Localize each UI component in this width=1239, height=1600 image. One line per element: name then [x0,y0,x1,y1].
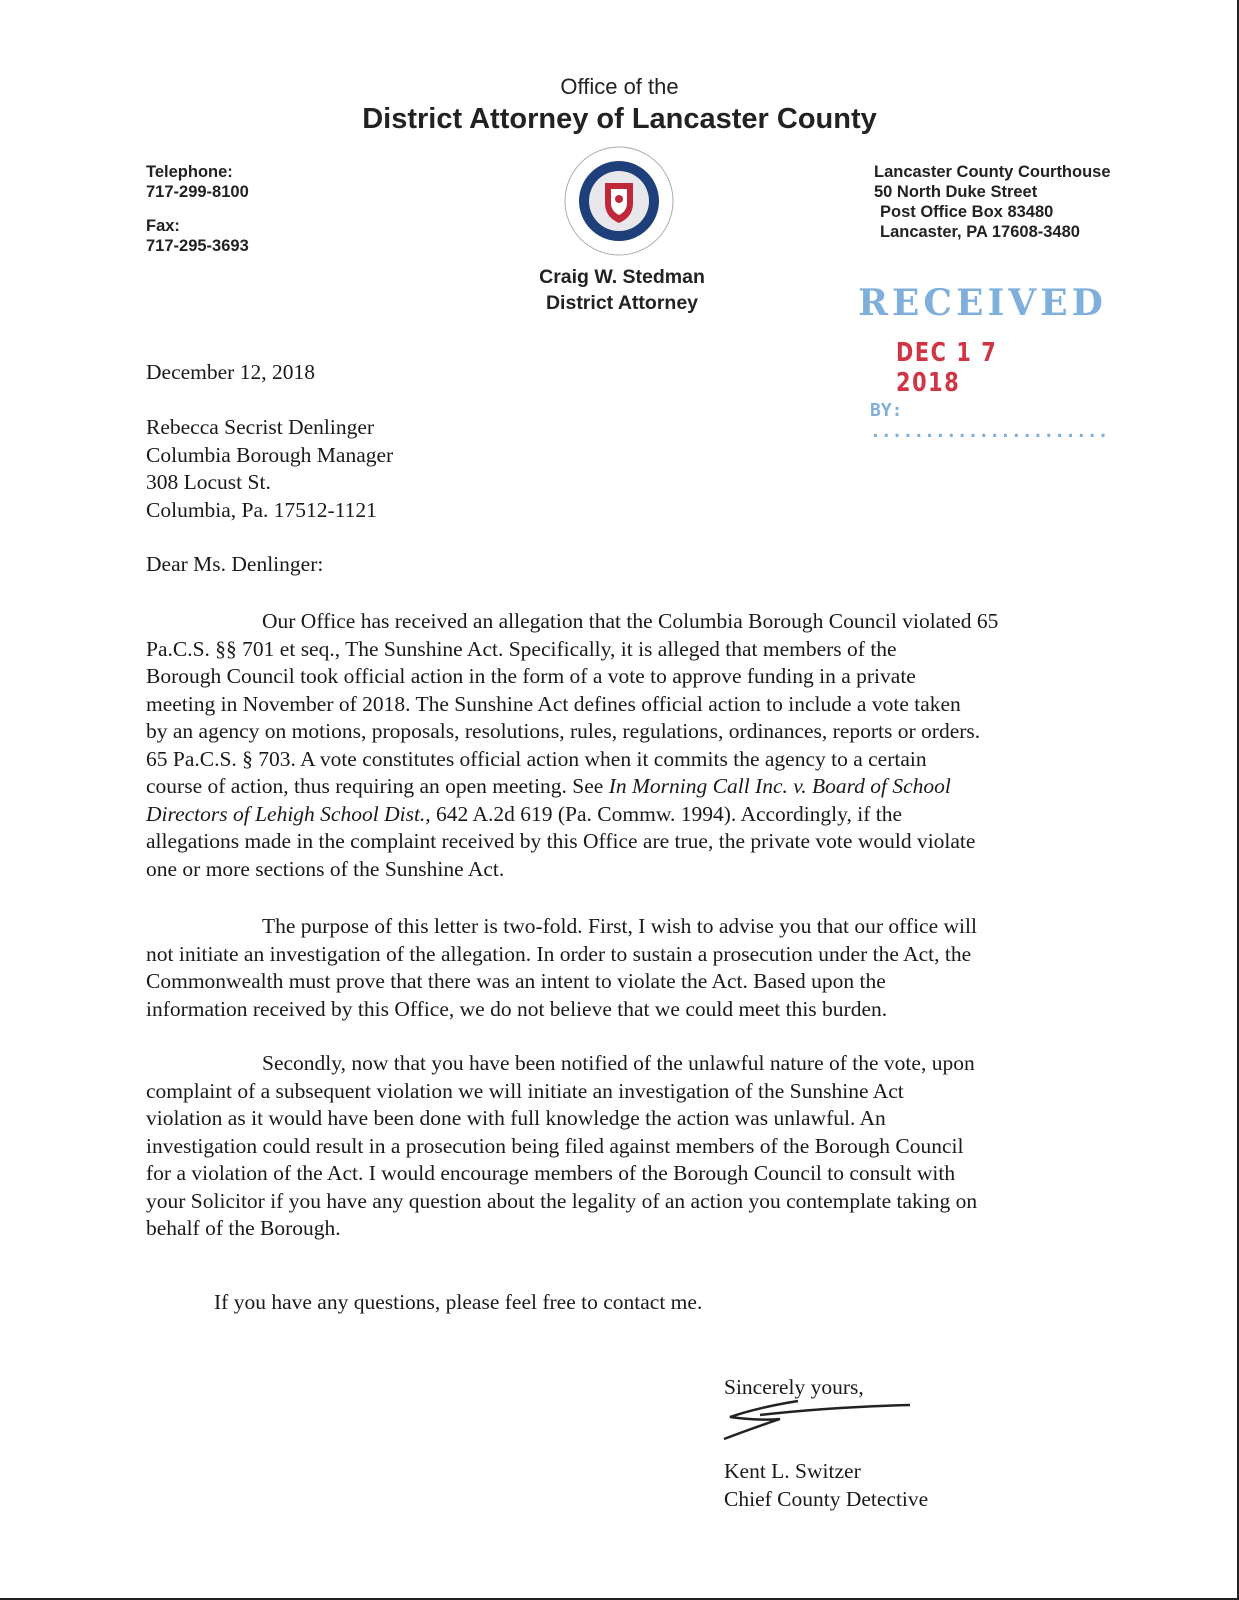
body-line: violation as it would have been done with full knowledge the action was unlawful. An [146,1106,886,1130]
received-stamp [858,282,1109,442]
signer-title: Chief County Detective [724,1486,929,1511]
address-line: Lancaster County Courthouse [874,163,1111,181]
paragraph-2 [146,913,977,1023]
body-line: Pa.C.S. §§ 701 et seq., The Sunshine Act. Specifically, it is alleged that members of the [146,636,897,661]
da-title: District Attorney [545,292,699,314]
recipient-address [146,414,393,524]
fax-label: Fax: [146,217,180,235]
body-line: The purpose of this letter is two-fold. First, I wish to advise you that our office will [262,914,977,938]
body-line: investigation could result in a prosecution being filed against members of the Borough Council [146,1133,964,1158]
body-line: for a violation of the Act. I would encourage members of the Borough Council to consult with [146,1161,956,1185]
body-line: meeting in November of 2018. The Sunshine Act defines official action to include a vote taken [146,691,961,716]
body-line: Borough Council took official action in the form of a vote to approve funding in a private [146,664,916,688]
body-line: 65 Pa.C.S. § 703. A vote constitutes official action when it commits the agency to a certain [146,746,927,771]
paragraph-4: If you have any questions, please feel free to contact me. [214,1290,703,1314]
body-line: information received by this Office, we do not believe that we could meet this burden. [146,996,888,1021]
recipient-line: 308 Locust St. [146,470,271,494]
address-line: Post Office Box 83480 [880,203,1054,221]
recipient-line: Columbia, Pa. 17512-1121 [146,497,377,522]
contact-info [146,162,249,256]
signature [720,1395,920,1445]
body-line: one or more sections of the Sunshine Act. [146,856,505,881]
stamp-date: DEC 1 7 2018 [896,338,998,398]
da-name: Craig W. Stedman [539,266,705,288]
case-citation: In Morning Call Inc. v. Board of School [608,774,951,798]
stamp-received: RECEIVED [858,282,1107,324]
signer-name: Kent L. Switzer [724,1459,861,1483]
body-line: your Solicitor if you have any question about the legality of an action you contemplate taking on [146,1188,978,1213]
body-line: Our Office has received an allegation that the Columbia Borough Council violated 65 [262,609,999,633]
body-line: by an agency on motions, proposals, resolutions, rules, regulations, ordinances, reports or orders. [146,719,981,743]
recipient-line: Columbia Borough Manager [146,442,394,467]
body-line [146,801,998,829]
address-line: 50 North Duke Street [874,183,1038,201]
closing: Sincerely yours, [724,1375,864,1399]
address-line: Lancaster, PA 17608-3480 [880,223,1080,241]
paragraph-3 [146,1050,977,1243]
stamp-by: BY: ...................... [870,400,1109,442]
body-line: not initiate an investigation of the allegation. In order to sustain a prosecution under the Act, the [146,941,972,966]
body-line: complaint of a subsequent violation we will initiate an investigation of the Sunshine Act [146,1078,904,1103]
body-text: 642 A.2d 619 (Pa. Commw. 1994). Accordingly, if the [430,801,903,826]
fax: 717-295-3693 [146,237,249,255]
da-block [490,264,754,316]
address-block [874,162,1111,242]
telephone: 717-299-8100 [146,183,249,201]
letter-date: December 12, 2018 [146,360,315,384]
letterhead-title: District Attorney of Lancaster County [362,103,877,135]
paragraph-1 [146,608,998,883]
salutation: Dear Ms. Denlinger: [146,552,324,576]
body-line: Secondly, now that you have been notified of the unlawful nature of the vote, upon [262,1051,975,1075]
seal-logo [563,145,675,257]
body-line: behalf of the Borough. [146,1216,341,1240]
body-line: allegations made in the complaint received by this Office are true, the private vote would violate [146,829,976,853]
signature-block [724,1458,928,1513]
letterhead-office: Office of the [560,74,679,99]
body-text: course of action, thus requiring an open meeting. See [146,774,609,798]
body-line: Commonwealth must prove that there was an intent to violate the Act. Based upon the [146,969,886,993]
telephone-label: Telephone: [146,163,233,181]
body-line [146,773,998,801]
recipient-line: Rebecca Secrist Denlinger [146,415,375,439]
case-citation: Directors of Lehigh School Dist., [146,801,431,826]
